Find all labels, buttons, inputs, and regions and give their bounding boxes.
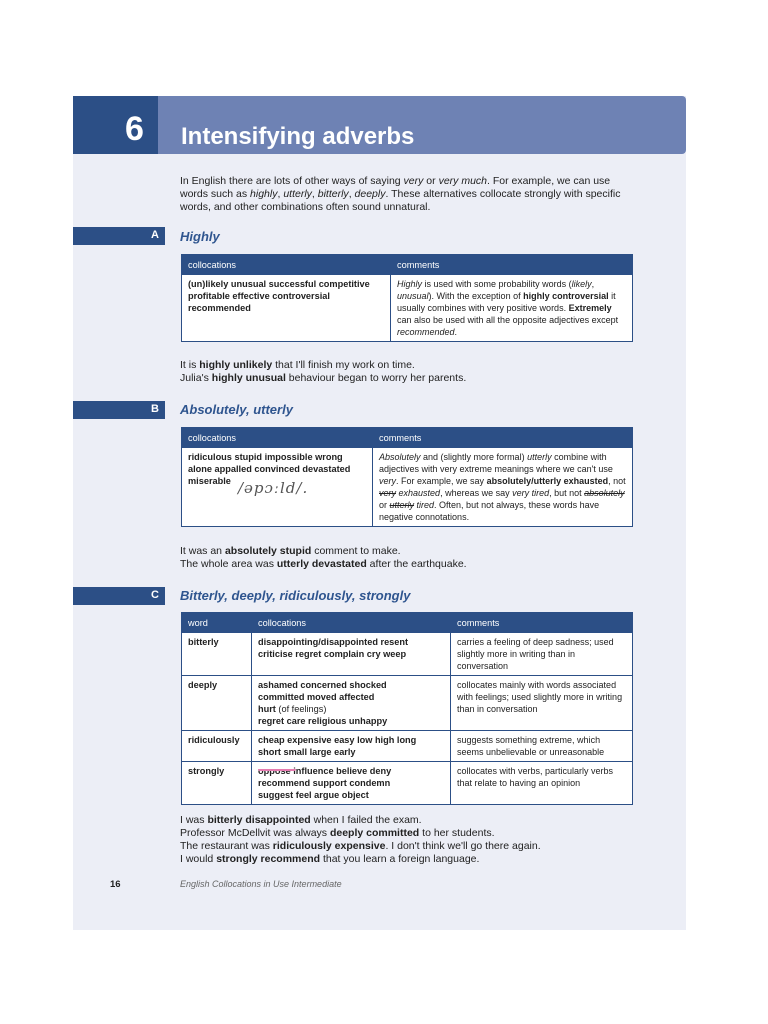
text-run: committed moved affected [258, 692, 375, 702]
example-sentence: Professor McDellvit was always deeply committed to her students. [180, 827, 495, 839]
comments-cell: carries a feeling of deep sadness; used slightly more in writing than in conversation [451, 633, 633, 676]
text-run: highly unlikely [199, 359, 273, 371]
examples-c [180, 814, 541, 866]
book-title: English Collocations in Use Intermediate [180, 879, 342, 889]
word-cell: bitterly [182, 633, 252, 676]
text-run: regret care religious unhappy [258, 716, 388, 726]
collocations-cell [252, 633, 451, 676]
word-cell: strongly [182, 762, 252, 805]
table-highly [181, 254, 633, 342]
text-run: highly [250, 188, 278, 200]
collocation-line [258, 734, 444, 746]
example-sentence: It is highly unlikely that I'll finish my work on time. [180, 359, 415, 371]
section-a-title: Highly [180, 229, 220, 244]
example-sentence: It was an absolutely stupid comment to make. [180, 545, 401, 557]
example-sentence: The restaurant was ridiculously expensive. I don't think we'll go there again. [180, 840, 541, 852]
word-cell: deeply [182, 676, 252, 731]
section-c-bar [73, 587, 165, 605]
text-run: very [403, 175, 424, 187]
text-run: highly unusual [211, 372, 286, 384]
collocations-cell: ridiculous stupid impossible wrong alone appalled convinced devastated miserable [182, 448, 373, 527]
comments-cell: collocates mainly with words associated with feelings; used slightly more in writing than in conversation [451, 676, 633, 731]
text-run: hurt [258, 704, 276, 714]
table-row [182, 633, 633, 676]
text-run: absolutely/utterly exhausted [486, 476, 609, 486]
text-run: very [379, 488, 397, 498]
comments-cell: suggests something extreme, which seems unbelievable or unreasonable [451, 731, 633, 762]
text-run: deeply committed [329, 827, 420, 839]
collocation-line: hurt (of feelings) [258, 704, 327, 714]
text-run: recommended [397, 327, 455, 337]
text-run: recommend support condemn [258, 778, 391, 788]
text-run: utterly devastated [276, 558, 367, 570]
table-collocations [181, 612, 633, 805]
text-run: oppose influence believe deny [258, 766, 392, 776]
examples-b [180, 545, 467, 571]
collocation-line [258, 648, 444, 660]
col-header-comments: comments [391, 255, 633, 275]
collocation-line [258, 715, 444, 727]
collocation-line [258, 636, 444, 648]
table-absolutely [181, 427, 633, 527]
table-row [182, 676, 633, 731]
text-run: utterly [527, 452, 552, 462]
col-header-word: word [182, 613, 252, 633]
section-a-letter: A [151, 229, 159, 241]
intro-paragraph: In English there are lots of other ways of saying very or very much. For example, we can use words such as highly, utterly, bitterly, deeply. These alternatives collocate strongly with specific words, and other combinations often sound unnatural. [180, 175, 621, 213]
text-run: exhausted [396, 488, 441, 498]
text-run: utterly [389, 500, 415, 510]
text-run: absolutely [584, 488, 625, 498]
section-b-title: Absolutely, utterly [180, 402, 293, 417]
text-run: short small large early [258, 747, 356, 757]
collocation-line [258, 746, 444, 758]
text-run: criticise regret complain cry weep [258, 649, 407, 659]
text-run: disappointing/disappointed resent [258, 637, 409, 647]
collocations-cell: (un)likely unusual successful competitive profitable effective controversial recommended [182, 275, 391, 342]
text-run: unusual [397, 291, 429, 301]
text-run: very [379, 476, 397, 486]
text-run: tired [414, 500, 435, 510]
text-run: bitterly [317, 188, 349, 200]
text-run: very much [438, 175, 487, 187]
collocation-line [258, 679, 444, 691]
collocations-cell [252, 676, 451, 731]
text-run: highly controversial [523, 291, 609, 301]
text-run: deeply [354, 188, 386, 200]
example-sentence: I would strongly recommend that you learn a foreign language. [180, 853, 480, 865]
examples-a [180, 359, 466, 385]
text-run: very tired [512, 488, 550, 498]
page-number: 16 [110, 879, 121, 890]
collocation-line [258, 691, 444, 703]
text-run: bitterly disappointed [207, 814, 311, 826]
col-header-comments: comments [373, 428, 633, 448]
unit-title: Intensifying adverbs [181, 123, 415, 150]
section-b-letter: B [151, 403, 159, 415]
comments-cell: Absolutely and (slightly more formal) utterly combine with adjectives with very extreme meanings where we can't use very. For example, we say absolutely/utterly exhausted, not very exhausted, whereas we say very tired, but not absolutely or utterly tired. Often, but not always, these words have negative connotations. [373, 448, 633, 527]
example-sentence: I was bitterly disappointed when I failed the exam. [180, 814, 422, 826]
collocation-line [258, 777, 444, 789]
col-header-collocations: collocations [182, 255, 391, 275]
comments-cell: Highly is used with some probability words (likely, unusual). With the exception of highly controversial it usually combines with very positive words. Extremely can also be used with all the opposite adjectives except recommended. [391, 275, 633, 342]
unit-number-box [73, 96, 158, 154]
section-a-bar [73, 227, 165, 245]
text-run: ridiculously expensive [272, 840, 386, 852]
collocation-line [258, 789, 444, 801]
spelling-underline [258, 766, 296, 771]
word-cell: ridiculously [182, 731, 252, 762]
text-run: Highly [397, 279, 423, 289]
handwritten-note: /əpɔːld/. [238, 479, 309, 497]
text-run: suggest feel argue object [258, 790, 369, 800]
text-run: likely [571, 279, 592, 289]
collocations-cell [252, 731, 451, 762]
text-run: ashamed concerned shocked [258, 680, 387, 690]
table-row [182, 731, 633, 762]
col-header-comments: comments [451, 613, 633, 633]
col-header-collocations: collocations [252, 613, 451, 633]
unit-number: 6 [125, 110, 144, 148]
section-b-bar [73, 401, 165, 419]
text-run: utterly [283, 188, 312, 200]
comments-cell: collocates with verbs, particularly verbs that relate to having an opinion [451, 762, 633, 805]
example-sentence: Julia's highly unusual behaviour began to worry her parents. [180, 372, 467, 384]
table-row [182, 762, 633, 805]
text-run: strongly recommend [216, 853, 321, 865]
text-run: Absolutely [379, 452, 421, 462]
section-c-title: Bitterly, deeply, ridiculously, strongly [180, 588, 411, 603]
text-run: absolutely stupid [224, 545, 312, 557]
text-run: Extremely [568, 303, 612, 313]
example-sentence: The whole area was utterly devastated after the earthquake. [180, 558, 467, 570]
text-run: cheap expensive easy low high long [258, 735, 417, 745]
section-c-letter: C [151, 589, 159, 601]
col-header-collocations: collocations [182, 428, 373, 448]
